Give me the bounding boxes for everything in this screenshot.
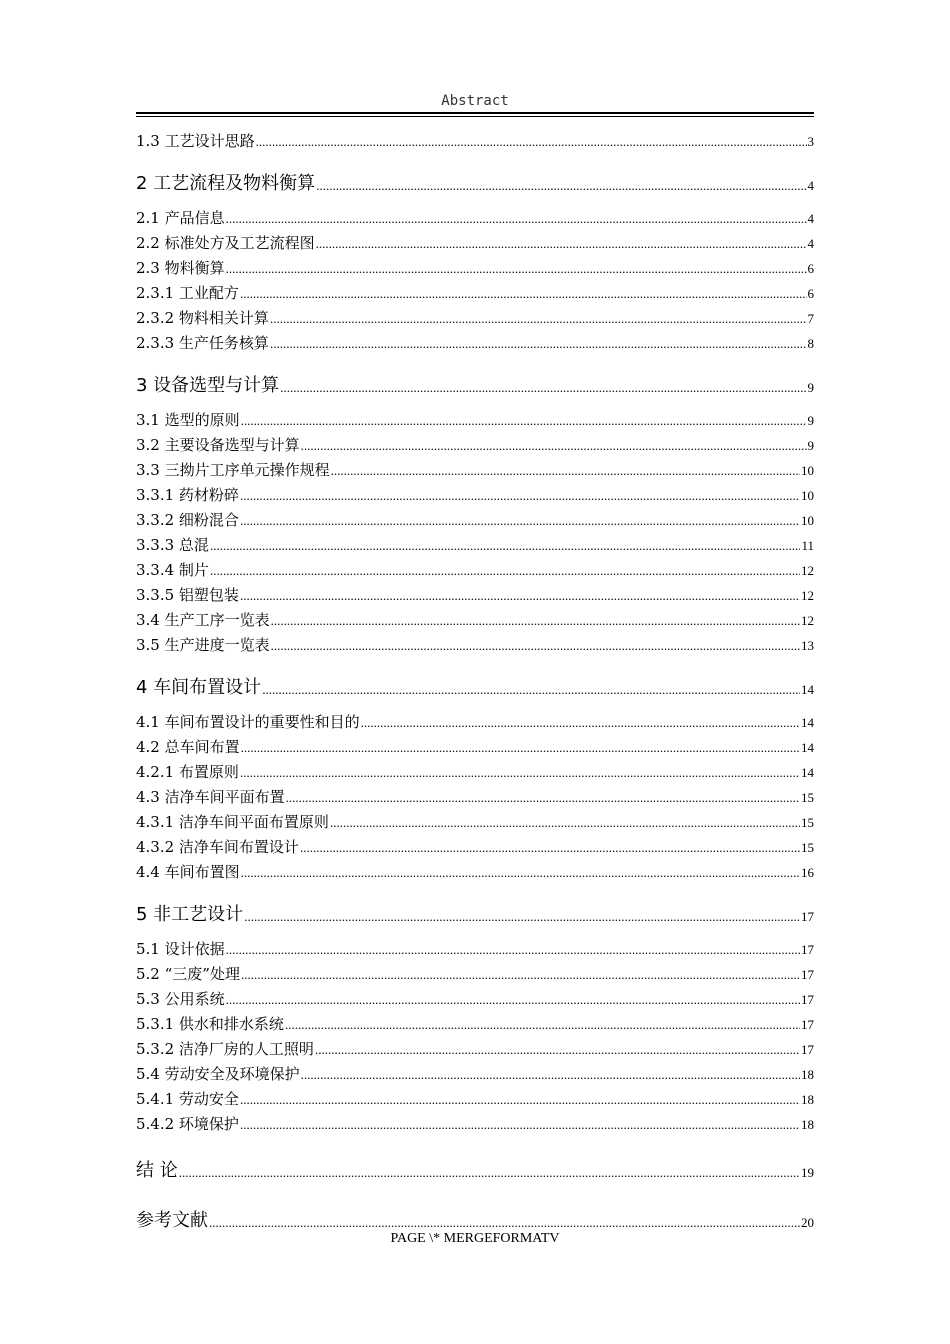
toc-dot-leader <box>270 337 807 350</box>
toc-section-entry[interactable] <box>136 455 814 480</box>
toc-section-entry[interactable] <box>136 555 814 580</box>
toc-page-number: 14 <box>801 715 814 730</box>
toc-section-entry[interactable] <box>136 228 814 253</box>
toc-section-entry[interactable] <box>136 480 814 505</box>
toc-dot-leader <box>244 910 800 923</box>
toc-entry-label: 5.1 设计依据 <box>136 940 225 958</box>
toc-entry-label: 4.3.2 洁净车间布置设计 <box>136 838 299 856</box>
toc-page-number: 12 <box>801 588 814 603</box>
toc-page-number: 4 <box>807 236 814 251</box>
toc-entry-label: 5.3 公用系统 <box>136 990 225 1008</box>
toc-page-number: 20 <box>801 1215 814 1230</box>
toc-page-number: 13 <box>801 638 814 653</box>
toc-dot-leader <box>262 683 800 696</box>
toc-page-number: 10 <box>801 488 814 503</box>
toc-entry-label: 5.2 “三废”处理 <box>136 965 240 983</box>
header-rule-thick <box>136 112 814 114</box>
toc-page-number: 12 <box>801 613 814 628</box>
toc-page-number: 17 <box>801 992 814 1007</box>
toc-section-entry[interactable] <box>136 732 814 757</box>
toc-entry-label: 3.3.1 药材粉碎 <box>136 486 239 504</box>
toc-dot-leader <box>241 741 800 754</box>
toc-entry-label: 3 设备选型与计算 <box>136 375 280 396</box>
toc-entry-label: 4 车间布置设计 <box>136 677 262 698</box>
toc-section-entry[interactable] <box>136 430 814 455</box>
toc-entry-label: 4.4 车间布置图 <box>136 863 240 881</box>
toc-entry-label: 3.1 选型的原则 <box>136 411 240 429</box>
toc-page-number: 19 <box>801 1165 814 1180</box>
toc-section-entry[interactable] <box>136 757 814 782</box>
toc-section-entry[interactable] <box>136 605 814 630</box>
toc-dot-leader <box>361 716 800 729</box>
toc-dot-leader <box>240 489 800 502</box>
toc-page-number: 10 <box>801 513 814 528</box>
toc-section-entry[interactable] <box>136 832 814 857</box>
toc-dot-leader <box>240 766 800 779</box>
toc-page-number: 14 <box>801 740 814 755</box>
toc-dot-leader <box>270 312 807 325</box>
toc-dot-leader <box>179 1166 800 1179</box>
toc-page-number: 14 <box>801 765 814 780</box>
toc-section-entry[interactable] <box>136 934 814 959</box>
toc-entry-label: 1.3 工艺设计思路 <box>136 132 255 150</box>
toc-dot-leader <box>226 262 807 275</box>
toc-entry-label: 5.4 劳动安全及环境保护 <box>136 1065 300 1083</box>
toc-dot-leader <box>226 943 800 956</box>
toc-entry-label: 5.4.1 劳动安全 <box>136 1090 239 1108</box>
toc-dot-leader <box>316 237 807 250</box>
toc-page-number: 15 <box>801 790 814 805</box>
toc-page-number: 7 <box>807 311 814 326</box>
toc-dot-leader <box>240 1118 800 1131</box>
toc-section-entry[interactable] <box>136 1059 814 1084</box>
toc-entry-label: 3.3 三拗片工序单元操作规程 <box>136 461 330 479</box>
toc-entry-label: 5 非工艺设计 <box>136 904 244 925</box>
toc-dot-leader <box>241 866 800 879</box>
toc-entry-label: 2.3.1 工业配方 <box>136 284 239 302</box>
toc-dot-leader <box>301 1068 800 1081</box>
toc-page-number: 6 <box>807 286 814 301</box>
toc-dot-leader <box>330 816 800 829</box>
toc-page-number: 17 <box>801 1042 814 1057</box>
toc-page-number: 4 <box>807 211 814 226</box>
toc-dot-leader <box>210 539 801 552</box>
toc-page-number: 10 <box>801 463 814 478</box>
toc-section-entry[interactable] <box>136 1009 814 1034</box>
toc-entry-label: 3.3.4 制片 <box>136 561 209 579</box>
toc-chapter-entry[interactable] <box>136 353 814 397</box>
toc-entry-label: 2.3 物料衡算 <box>136 259 225 277</box>
toc-entry-label: 3.3.5 铝塑包装 <box>136 586 239 604</box>
toc-page-number: 15 <box>801 815 814 830</box>
toc-dot-leader <box>315 1043 800 1056</box>
toc-entry-label: 5.3.2 洁净厂房的人工照明 <box>136 1040 314 1058</box>
toc-page-number: 9 <box>807 413 814 428</box>
toc-page-number: 9 <box>807 438 814 453</box>
toc-page-number: 15 <box>801 840 814 855</box>
toc-page-number: 18 <box>801 1067 814 1082</box>
toc-page-number: 3 <box>807 134 814 149</box>
toc-entry-label: 4.2.1 布置原则 <box>136 763 239 781</box>
toc-section-entry[interactable] <box>136 580 814 605</box>
toc-section-entry[interactable] <box>136 1109 814 1134</box>
toc-dot-leader <box>316 179 806 192</box>
toc-section-entry[interactable] <box>136 707 814 732</box>
toc-page-number: 9 <box>807 380 814 395</box>
toc-section-entry[interactable] <box>136 278 814 303</box>
toc-section-entry[interactable] <box>136 782 814 807</box>
toc-section-entry[interactable] <box>136 807 814 832</box>
toc-entry-label: 参考文献 <box>136 1210 208 1231</box>
toc-section-entry[interactable] <box>136 328 814 353</box>
toc-section-entry[interactable] <box>136 505 814 530</box>
toc-section-entry[interactable] <box>136 1084 814 1109</box>
toc-entry-label: 结 论 <box>136 1160 178 1181</box>
toc-entry-label: 4.3.1 洁净车间平面布置原则 <box>136 813 329 831</box>
toc-entry-label: 2.1 产品信息 <box>136 209 225 227</box>
toc-page-number: 6 <box>807 261 814 276</box>
toc-page-number: 4 <box>807 178 814 193</box>
toc-entry-label: 2 工艺流程及物料衡算 <box>136 173 316 194</box>
toc-page-number: 17 <box>801 967 814 982</box>
toc-dot-leader <box>286 791 800 804</box>
toc-dot-leader <box>241 968 800 981</box>
toc-page-number: 18 <box>801 1092 814 1107</box>
toc-chapter-entry[interactable] <box>136 655 814 699</box>
toc-page-number: 16 <box>801 865 814 880</box>
toc-section-entry[interactable] <box>136 405 814 430</box>
toc-dot-leader <box>209 1216 800 1229</box>
toc-dot-leader <box>271 639 800 652</box>
toc-dot-leader <box>241 414 807 427</box>
toc-dot-leader <box>240 287 807 300</box>
toc-chapter-entry[interactable] <box>136 1182 814 1232</box>
toc-chapter-entry[interactable] <box>136 1134 814 1182</box>
toc-section-entry[interactable] <box>136 530 814 555</box>
toc-entry-label: 2.3.3 生产任务核算 <box>136 334 269 352</box>
toc-chapter-entry[interactable] <box>136 151 814 195</box>
toc-dot-leader <box>331 464 800 477</box>
toc-entry-label: 3.5 生产进度一览表 <box>136 636 270 654</box>
toc-dot-leader <box>240 1093 800 1106</box>
toc-dot-leader <box>271 614 800 627</box>
toc-entry-label: 4.1 车间布置设计的重要性和目的 <box>136 713 360 731</box>
toc-page-number: 12 <box>801 563 814 578</box>
toc-entry-label: 4.2 总车间布置 <box>136 738 240 756</box>
toc-dot-leader <box>256 135 807 148</box>
toc-page-number: 8 <box>807 336 814 351</box>
toc-page-number: 14 <box>801 682 814 697</box>
toc-section-entry[interactable] <box>136 630 814 655</box>
toc-dot-leader <box>240 589 800 602</box>
toc-chapter-entry[interactable] <box>136 882 814 926</box>
toc-entry-label: 4.3 洁净车间平面布置 <box>136 788 285 806</box>
toc-dot-leader <box>210 564 800 577</box>
page-footer-field: PAGE \* MERGEFORMATV <box>390 1231 560 1246</box>
toc-entry-label: 5.4.2 环境保护 <box>136 1115 239 1133</box>
toc-entry-label: 2.3.2 物料相关计算 <box>136 309 269 327</box>
toc-dot-leader <box>280 381 806 394</box>
toc-section-entry[interactable] <box>136 984 814 1009</box>
toc-dot-leader <box>285 1018 800 1031</box>
toc-entry-label: 3.3.2 细粉混合 <box>136 511 239 529</box>
toc-section-entry[interactable] <box>136 959 814 984</box>
toc-page-number: 17 <box>801 909 814 924</box>
toc-dot-leader <box>301 439 807 452</box>
toc-page-number: 17 <box>801 1017 814 1032</box>
toc-entry-label: 3.2 主要设备选型与计算 <box>136 436 300 454</box>
toc-dot-leader <box>226 212 807 225</box>
toc-section-entry[interactable] <box>136 126 814 151</box>
table-of-contents <box>136 126 814 1232</box>
toc-page-number: 11 <box>801 538 814 553</box>
toc-section-entry[interactable] <box>136 253 814 278</box>
toc-dot-leader <box>240 514 800 527</box>
toc-dot-leader <box>226 993 800 1006</box>
toc-entry-label: 3.4 生产工序一览表 <box>136 611 270 629</box>
toc-entry-label: 5.3.1 供水和排水系统 <box>136 1015 284 1033</box>
toc-page-number: 17 <box>801 942 814 957</box>
running-header-title: Abstract <box>441 93 509 109</box>
header-rule-thin <box>136 116 814 117</box>
toc-section-entry[interactable] <box>136 1034 814 1059</box>
toc-dot-leader <box>300 841 800 854</box>
toc-section-entry[interactable] <box>136 203 814 228</box>
toc-entry-label: 3.3.3 总混 <box>136 536 209 554</box>
toc-section-entry[interactable] <box>136 857 814 882</box>
toc-page-number: 18 <box>801 1117 814 1132</box>
toc-section-entry[interactable] <box>136 303 814 328</box>
toc-entry-label: 2.2 标准处方及工艺流程图 <box>136 234 315 252</box>
